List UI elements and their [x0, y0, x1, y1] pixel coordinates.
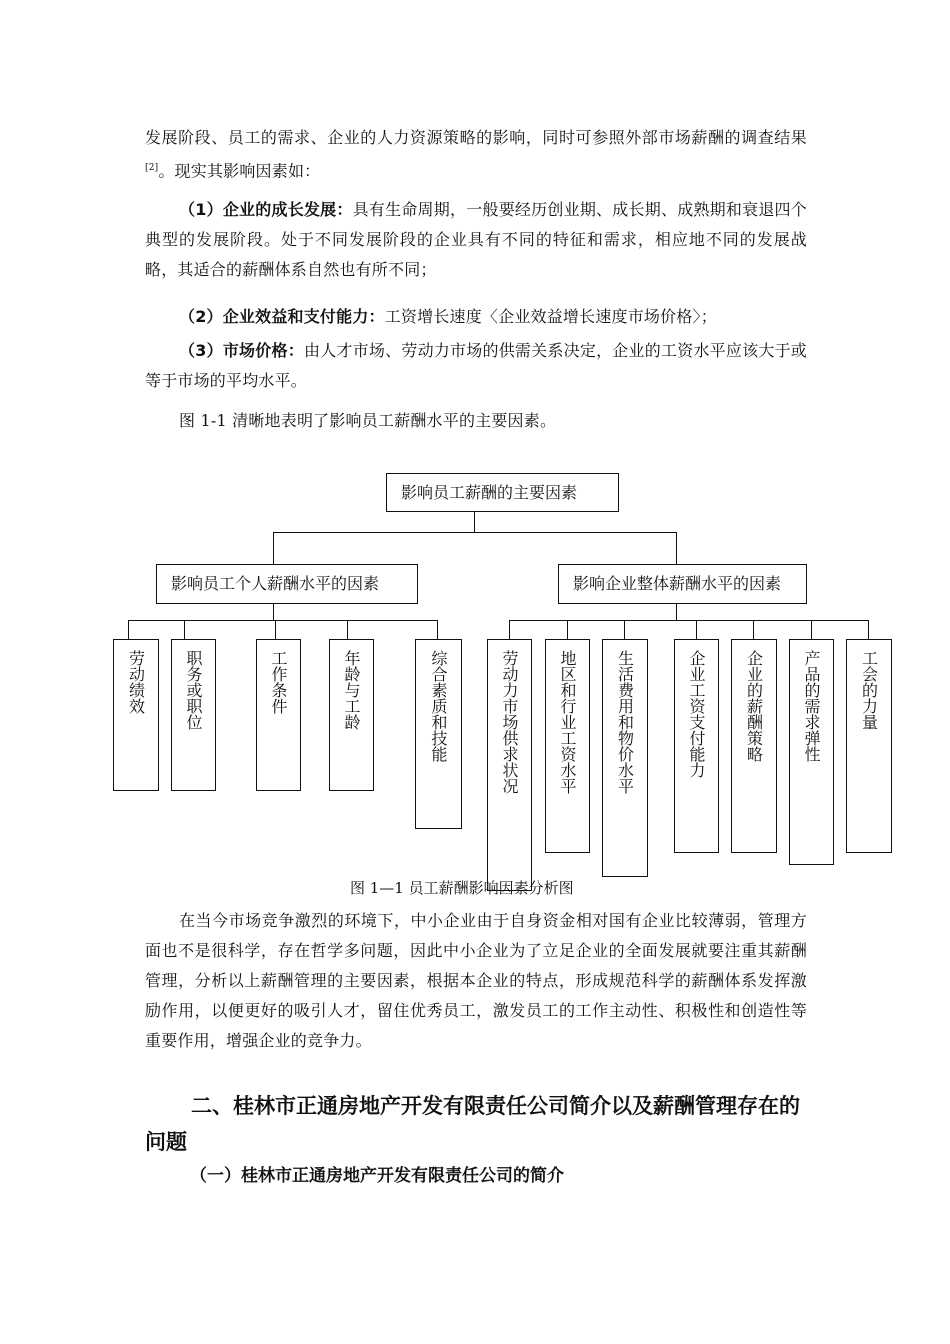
connector-line	[753, 620, 754, 640]
connector-line	[676, 603, 677, 621]
connector-line	[696, 620, 697, 640]
diagram-leaf-box: 地区和行业工资水平	[545, 639, 590, 853]
diagram-leaf-box: 工会的力量	[846, 639, 892, 853]
subsection-heading: （一）桂林市正通房地产开发有限责任公司的简介	[190, 1166, 564, 1186]
diagram-leaf-box: 综合素质和技能	[415, 639, 462, 829]
diagram-right-group-box: 影响企业整体薪酬水平的因素	[558, 564, 807, 604]
figure-reference: 图 1-1 清晰地表明了影响员工薪酬水平的主要因素。	[179, 411, 557, 430]
connector-line	[868, 620, 869, 640]
factor-item-1	[145, 195, 807, 285]
connector-line	[676, 532, 677, 565]
diagram-leaf-box: 工作条件	[256, 639, 301, 791]
factor-text: 由人才市场、劳动力市场的供需关系决定，企业的工资水平应该大于或等于市场的平均水平。	[145, 341, 808, 390]
diagram-root-box: 影响员工薪酬的主要因素	[386, 473, 619, 512]
connector-line	[509, 620, 869, 621]
diagram-leaf-box: 年龄与工龄	[329, 639, 374, 791]
intro-paragraph: 发展阶段、员工的需求、企业的人力资源策略的影响，同时可参照外部市场薪酬的调查结果[2]。现实其影响因素如：	[145, 128, 807, 181]
factor-text: 工资增长速度〈企业效益增长速度市场价格〉；	[384, 307, 717, 326]
diagram-leaf-box: 劳动力市场供求状况	[487, 639, 532, 891]
connector-line	[811, 620, 812, 640]
diagram-left-group-box: 影响员工个人薪酬水平的因素	[156, 564, 418, 604]
factor-text: 具有生命周期，一般要经历创业期、成长期、成熟期和衰退四个典型的发展阶段。处于不同发展阶段的企业具有不同的特征和需求，相应地不同的发展战略，其适合的薪酬体系自然也有所不同；	[145, 200, 807, 279]
section-heading: 二、桂林市正通房地产开发有限责任公司简介以及薪酬管理存在的问题	[145, 1094, 800, 1154]
factor-label: （3）市场价格：	[179, 341, 304, 360]
connector-line	[128, 620, 129, 640]
diagram-leaf-box: 生活费用和物价水平	[602, 639, 648, 877]
connector-line	[347, 620, 348, 640]
connector-line	[437, 620, 438, 640]
figure-caption: 图 1—1 员工薪酬影响因素分析图	[350, 879, 574, 897]
factor-label: （1）企业的成长发展：	[179, 200, 353, 219]
diagram-leaf-box: 劳动绩效	[113, 639, 159, 791]
conclusion-paragraph: 在当今市场竞争激烈的环境下，中小企业由于自身资金相对国有企业比较薄弱，管理方面也不是很科学，存在哲学多问题，因此中小企业为了立足企业的全面发展就要注重其薪酬管理，分析以上薪酬管理的主要因素，根据本企业的特点，形成规范科学的薪酬体系发挥激励作用，以便更好的吸引人才，留住优秀员工，激发员工的工作主动性、积极性和创造性等重要作用，增强企业的竞争力。	[145, 911, 807, 1050]
connector-line	[273, 532, 677, 533]
connector-line	[275, 620, 276, 640]
diagram-leaf-box: 企业工资支付能力	[674, 639, 719, 853]
factor-label: （2）企业效益和支付能力：	[179, 307, 385, 326]
diagram-leaf-box: 职务或职位	[171, 639, 216, 791]
connector-line	[273, 532, 274, 565]
diagram-leaf-box: 企业的薪酬策略	[731, 639, 777, 853]
connector-line	[509, 620, 510, 640]
factor-item-3	[145, 336, 807, 396]
connector-line	[273, 603, 274, 621]
connector-line	[624, 620, 625, 640]
connector-line	[128, 620, 438, 621]
citation-mark: [2]	[145, 163, 159, 173]
connector-line	[474, 511, 475, 533]
connector-line	[184, 620, 185, 640]
connector-line	[567, 620, 568, 640]
diagram-leaf-box: 产品的需求弹性	[789, 639, 834, 865]
factor-item-2	[145, 302, 807, 332]
